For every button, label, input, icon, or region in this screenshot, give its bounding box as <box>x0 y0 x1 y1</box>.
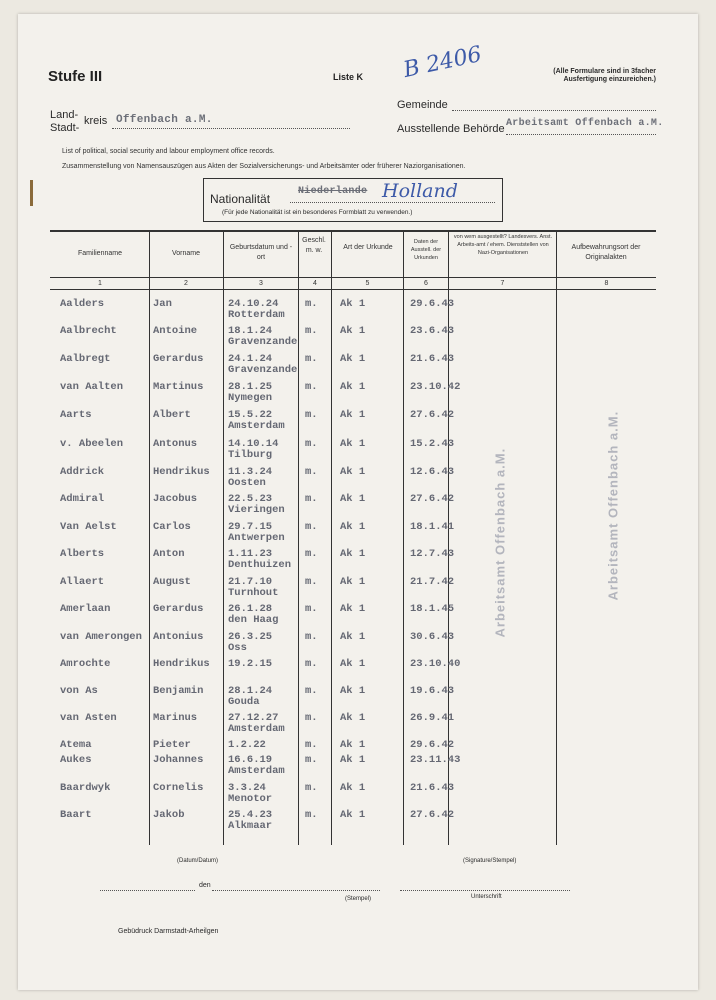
col-number-1: 1 <box>98 280 102 287</box>
col-number-5: 5 <box>365 280 370 287</box>
cell-birthplace: Vieringen <box>228 504 285 516</box>
unterschrift-label: Unterschrift <box>471 894 502 900</box>
col-header-7: von wem ausgestellt? Landesvers. Anst. Arbeits-amt / ehem. Dienststellen von Nazi-Organisationen <box>453 234 553 256</box>
stamp-column-8: Arbeitsamt Offenbach a.M. <box>605 410 621 601</box>
cell-date: 29.6.42 <box>410 739 455 751</box>
cell-family: Aarts <box>60 409 92 421</box>
stufe-title: Stufe III <box>48 68 103 85</box>
cell-doc: Ak 1 <box>340 631 366 643</box>
col-header-4: Geschl. m. w. <box>302 237 326 254</box>
cell-birthplace: Rotterdam <box>228 309 285 321</box>
cell-first: Gerardus <box>153 603 204 615</box>
cell-birth: 26.3.25 <box>228 631 273 643</box>
cell-birthplace: Amsterdam <box>228 765 285 777</box>
cell-sex: m. <box>305 298 318 310</box>
date-place-label: (Datum/Datum) <box>177 858 219 864</box>
cell-first: Johannes <box>153 754 204 766</box>
behoerde-value: Arbeitsamt Offenbach a.M. <box>506 118 664 129</box>
cell-birth: 1.11.23 <box>228 548 273 560</box>
cell-date: 23.10.42 <box>410 381 461 393</box>
cell-date: 29.6.43 <box>410 298 455 310</box>
cell-sex: m. <box>305 493 318 505</box>
cell-date: 26.9.41 <box>410 712 455 724</box>
cell-birth: 1.2.22 <box>228 739 266 751</box>
col-header-5: Art der Urkunde <box>343 244 393 251</box>
col-number-6: 6 <box>424 280 428 287</box>
cell-birth: 29.7.15 <box>228 521 273 533</box>
cell-doc: Ak 1 <box>340 782 366 794</box>
cell-birth: 21.7.10 <box>228 576 273 588</box>
cell-doc: Ak 1 <box>340 298 366 310</box>
cell-birth: 24.10.24 <box>228 298 279 310</box>
handwritten-number: B 2406 <box>401 42 484 83</box>
cell-doc: Ak 1 <box>340 809 366 821</box>
cell-sex: m. <box>305 353 318 365</box>
gemeinde-label: Gemeinde <box>397 99 448 111</box>
cell-family: Atema <box>60 739 92 751</box>
cell-doc: Ak 1 <box>340 353 366 365</box>
table-header-rule <box>50 277 656 278</box>
behoerde-line <box>506 134 656 135</box>
col-divider-4 <box>331 231 332 845</box>
table-number-rule <box>50 289 656 290</box>
cell-sex: m. <box>305 325 318 337</box>
cell-birth: 27.12.27 <box>228 712 279 724</box>
place-line <box>100 890 195 891</box>
cell-birthplace: Denthuizen <box>228 559 292 571</box>
col-divider-1 <box>149 231 150 845</box>
table-top-rule <box>50 230 656 232</box>
cell-family: von As <box>60 685 98 697</box>
col-header-8: Aufbewahrungsort der Originalakten <box>571 244 641 261</box>
cell-family: Addrick <box>60 466 105 478</box>
signature-line <box>400 890 570 891</box>
cell-sex: m. <box>305 631 318 643</box>
cell-date: 30.6.43 <box>410 631 455 643</box>
cell-date: 21.7.42 <box>410 576 455 588</box>
cell-family: Aalbrecht <box>60 325 117 337</box>
cell-birthplace: Gravenzande <box>228 364 298 376</box>
nationality-struck: Niederlande <box>298 186 368 197</box>
cell-birth: 25.4.23 <box>228 809 273 821</box>
cell-family: Alberts <box>60 548 105 560</box>
behoerde-label: Ausstellende Behörde <box>397 123 505 135</box>
cell-birth: 15.5.22 <box>228 409 273 421</box>
cell-birth: 16.6.19 <box>228 754 273 766</box>
nationality-note: (Für jede Nationalität ist ein besonderes Formblatt zu verwenden.) <box>222 209 413 216</box>
col-divider-7 <box>556 231 557 845</box>
cell-family: Amrochte <box>60 658 111 670</box>
col-divider-5 <box>403 231 404 845</box>
cell-birthplace: Gravenzande <box>228 336 298 348</box>
cell-birthplace: Amsterdam <box>228 420 285 432</box>
col-divider-2 <box>223 231 224 845</box>
stempel-label: (Stempel) <box>345 896 372 902</box>
cell-sex: m. <box>305 409 318 421</box>
cell-first: Marinus <box>153 712 198 724</box>
cell-first: Gerardus <box>153 353 204 365</box>
den-label: den <box>199 882 211 889</box>
cell-doc: Ak 1 <box>340 325 366 337</box>
nationality-label: Nationalität <box>210 192 271 206</box>
cell-doc: Ak 1 <box>340 548 366 560</box>
cell-sex: m. <box>305 782 318 794</box>
gemeinde-line <box>452 110 656 111</box>
col-divider-6 <box>448 231 449 845</box>
cell-birthplace: Oosten <box>228 477 266 489</box>
cell-sex: m. <box>305 466 318 478</box>
col-header-2: Vorname <box>171 250 201 257</box>
cell-doc: Ak 1 <box>340 739 366 751</box>
cell-date: 19.6.43 <box>410 685 455 697</box>
date-line <box>212 890 380 891</box>
cell-doc: Ak 1 <box>340 658 366 670</box>
col-number-2: 2 <box>184 280 188 287</box>
cell-date: 18.1.45 <box>410 603 455 615</box>
cell-first: Jakob <box>153 809 185 821</box>
english-description: List of political, social security and labour employment office records. <box>62 148 275 155</box>
cell-family: Admiral <box>60 493 105 505</box>
col-number-3: 3 <box>259 280 263 287</box>
kreis-label: kreis <box>84 115 108 127</box>
cell-family: van Asten <box>60 712 117 724</box>
cell-first: Antoine <box>153 325 198 337</box>
german-description: Zusammenstellung von Namensauszügen aus Akten der Sozialversicherungs- und Arbeitsämter oder früherer Naziorganisationen. <box>62 163 466 170</box>
cell-family: van Aalten <box>60 381 124 393</box>
cell-family: Aalbregt <box>60 353 111 365</box>
cell-sex: m. <box>305 603 318 615</box>
cell-sex: m. <box>305 658 318 670</box>
cell-date: 21.6.43 <box>410 782 455 794</box>
signature-label: (Signature/Stempel) <box>463 858 517 864</box>
cell-date: 27.6.42 <box>410 493 455 505</box>
cell-sex: m. <box>305 548 318 560</box>
cell-birthplace: Antwerpen <box>228 532 285 544</box>
cell-first: Martinus <box>153 381 204 393</box>
cell-first: Jacobus <box>153 493 198 505</box>
cell-date: 23.6.43 <box>410 325 455 337</box>
col-header-6: Daten der Ausstell. der Urkunden <box>410 239 442 261</box>
cell-first: August <box>153 576 191 588</box>
cell-first: Albert <box>153 409 191 421</box>
kreis-line <box>112 128 350 129</box>
cell-doc: Ak 1 <box>340 409 366 421</box>
cell-birthplace: Alkmaar <box>228 820 273 832</box>
col-number-4: 4 <box>313 280 317 287</box>
cell-birthplace: Amsterdam <box>228 723 285 735</box>
cell-sex: m. <box>305 576 318 588</box>
cell-first: Hendrikus <box>153 658 210 670</box>
cell-first: Carlos <box>153 521 191 533</box>
cell-birthplace: den Haag <box>228 614 279 626</box>
cell-birth: 18.1.24 <box>228 325 273 337</box>
cell-date: 27.6.42 <box>410 809 455 821</box>
cell-date: 21.6.43 <box>410 353 455 365</box>
cell-birth: 22.5.23 <box>228 493 273 505</box>
kreis-value: Offenbach a.M. <box>116 114 213 126</box>
cell-first: Anton <box>153 548 185 560</box>
cell-sex: m. <box>305 809 318 821</box>
nationality-handwritten: Holland <box>382 180 458 202</box>
cell-family: Baart <box>60 809 92 821</box>
cell-sex: m. <box>305 685 318 697</box>
cell-date: 18.1.41 <box>410 521 455 533</box>
cell-date: 23.10.40 <box>410 658 461 670</box>
cell-birth: 26.1.28 <box>228 603 273 615</box>
cell-sex: m. <box>305 381 318 393</box>
cell-doc: Ak 1 <box>340 466 366 478</box>
cell-family: van Amerongen <box>60 631 142 643</box>
landkreis-label-bottom: Stadt- <box>50 122 80 134</box>
cell-family: Amerlaan <box>60 603 111 615</box>
stamp-column-7: Arbeitsamt Offenbach a.M. <box>492 447 508 638</box>
cell-birth: 28.1.25 <box>228 381 273 393</box>
printer-imprint: Gebüdruck Darmstadt-Arheilgen <box>118 928 219 935</box>
nationality-line <box>290 202 495 203</box>
cell-first: Antonius <box>153 631 204 643</box>
cell-first: Pieter <box>153 739 191 751</box>
cell-birthplace: Turnhout <box>228 587 279 599</box>
cell-date: 27.6.42 <box>410 409 455 421</box>
liste-label: Liste K <box>333 72 364 82</box>
cell-doc: Ak 1 <box>340 603 366 615</box>
col-number-8: 8 <box>604 280 609 287</box>
cell-first: Hendrikus <box>153 466 210 478</box>
cell-family: Allaert <box>60 576 105 588</box>
col-header-3: Geburtsdatum und -ort <box>229 244 293 261</box>
form-note-line1: (Alle Formulare sind in 3facher <box>553 68 656 75</box>
cell-first: Benjamin <box>153 685 204 697</box>
cell-birth: 19.2.15 <box>228 658 273 670</box>
cell-birth: 28.1.24 <box>228 685 273 697</box>
cell-doc: Ak 1 <box>340 685 366 697</box>
cell-family: Van Aelst <box>60 521 117 533</box>
cell-family: Aalders <box>60 298 105 310</box>
cell-birthplace: Nymegen <box>228 392 273 404</box>
col-divider-3 <box>298 231 299 845</box>
cell-first: Jan <box>153 298 172 310</box>
form-note-line2: Ausfertigung einzureichen.) <box>563 76 656 83</box>
cell-first: Cornelis <box>153 782 204 794</box>
cell-sex: m. <box>305 712 318 724</box>
cell-date: 12.6.43 <box>410 466 455 478</box>
cell-doc: Ak 1 <box>340 576 366 588</box>
landkreis-label-top: Land- <box>50 109 79 121</box>
col-number-7: 7 <box>500 280 505 287</box>
cell-birthplace: Gouda <box>228 696 260 708</box>
cell-doc: Ak 1 <box>340 754 366 766</box>
cell-first: Antonus <box>153 438 198 450</box>
cell-doc: Ak 1 <box>340 381 366 393</box>
margin-mark <box>30 180 33 206</box>
cell-family: Aukes <box>60 754 92 766</box>
cell-date: 15.2.43 <box>410 438 455 450</box>
cell-date: 12.7.43 <box>410 548 455 560</box>
cell-sex: m. <box>305 754 318 766</box>
cell-doc: Ak 1 <box>340 712 366 724</box>
cell-doc: Ak 1 <box>340 493 366 505</box>
cell-birthplace: Tilburg <box>228 449 273 461</box>
cell-family: Baardwyk <box>60 782 111 794</box>
cell-birth: 3.3.24 <box>228 782 266 794</box>
cell-sex: m. <box>305 739 318 751</box>
cell-birthplace: Menotor <box>228 793 273 805</box>
cell-doc: Ak 1 <box>340 521 366 533</box>
col-header-1: Familienname <box>78 250 122 257</box>
cell-birth: 24.1.24 <box>228 353 273 365</box>
cell-birth: 14.10.14 <box>228 438 279 450</box>
cell-date: 23.11.43 <box>410 754 461 766</box>
cell-doc: Ak 1 <box>340 438 366 450</box>
cell-sex: m. <box>305 521 318 533</box>
cell-birthplace: Oss <box>228 642 247 654</box>
cell-birth: 11.3.24 <box>228 466 273 478</box>
cell-sex: m. <box>305 438 318 450</box>
cell-family: v. Abeelen <box>60 438 124 450</box>
